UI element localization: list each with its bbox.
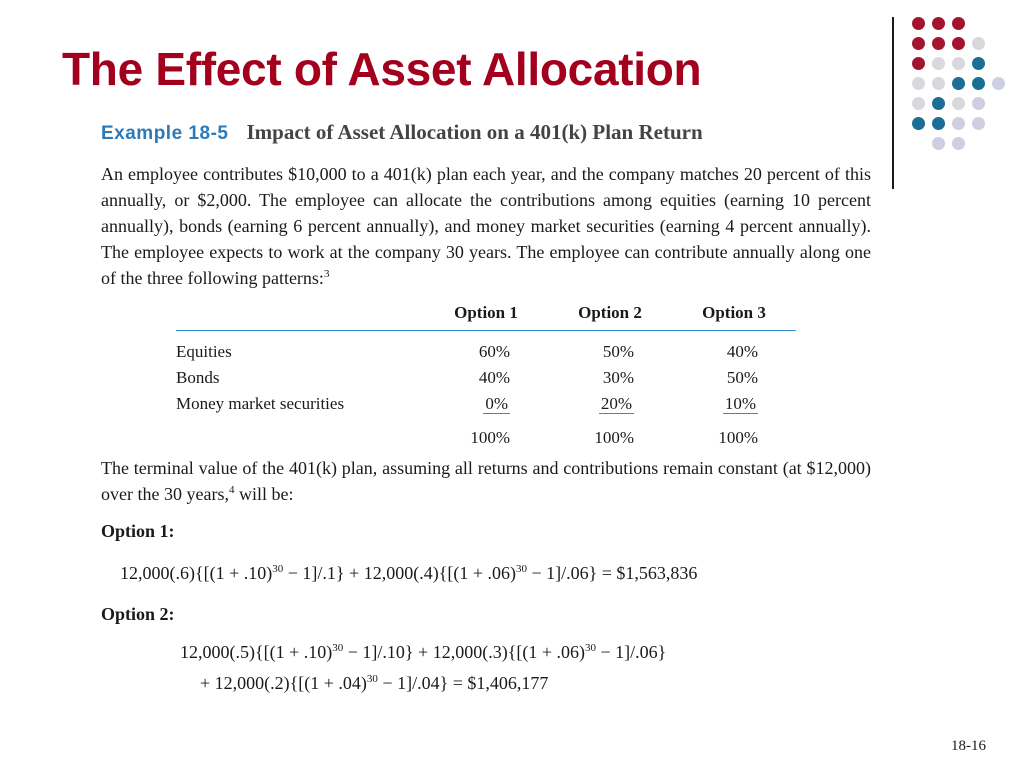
decorative-dot (912, 97, 925, 110)
formula-exponent: 30 (366, 673, 378, 685)
decorative-dot (932, 37, 945, 50)
formula-exponent: 30 (272, 563, 284, 575)
decorative-dot (912, 37, 925, 50)
decorative-dot (932, 77, 945, 90)
cell (548, 391, 672, 417)
decorative-dot (992, 77, 1005, 90)
decorative-dot (972, 57, 985, 70)
decorative-dot (972, 37, 985, 50)
intro-text: An employee contributes $10,000 to a 401(k) plan each year, and the company matches 20 percent of this annually, or $2,000. The employee can allocate the contributions among equities (earning 10 percent annually), bonds (earning 6 percent annually), and money market securities (earning 4 percent annually). The employee expects to work at the company 30 years. The employee can contribute annually along one of the three following patterns: (101, 164, 871, 288)
terminal-text: The terminal value of the 401(k) plan, assuming all returns and contributions remain constant (at $12,000) over the 30 years, (101, 458, 871, 504)
decorative-dot (952, 117, 965, 130)
option-1-formula (120, 563, 697, 584)
formula-part: + 12,000(.2){[(1 + .04) (200, 673, 367, 693)
decorative-dot (912, 57, 925, 70)
row-label: Bonds (176, 368, 220, 387)
page-number: 18-16 (951, 738, 986, 754)
formula-exponent: 30 (332, 642, 344, 654)
cell-value: 0% (485, 394, 508, 413)
decorative-dot (912, 17, 925, 30)
cell: 40% (726, 342, 758, 361)
cell (424, 391, 548, 417)
decorative-dot (952, 77, 965, 90)
formula-part: − 1]/.10} + 12,000(.3){[(1 + .06) (343, 642, 585, 662)
decorative-dot (952, 57, 965, 70)
formula-part: − 1]/.1} + 12,000(.4){[(1 + .06) (283, 563, 516, 583)
decorative-dot (952, 37, 965, 50)
cell-value: 20% (600, 394, 632, 413)
row-label: Money market securities (176, 394, 345, 413)
footnote-marker: 3 (323, 268, 330, 280)
decorative-dot (972, 77, 985, 90)
formula-exponent: 30 (584, 642, 596, 654)
decorative-dot (932, 57, 945, 70)
table-header-option-1: Option 1 (454, 303, 518, 322)
intro-paragraph (101, 161, 871, 291)
formula-part: 12,000(.6){[(1 + .10) (120, 563, 273, 583)
decorative-dot (972, 117, 985, 130)
decorative-dot (932, 137, 945, 150)
total-cell: 100% (718, 428, 758, 447)
cell: 40% (478, 368, 510, 387)
decorative-dot (952, 17, 965, 30)
table-row (176, 391, 796, 417)
terminal-text-end: will be: (234, 484, 294, 504)
decorative-dot (952, 137, 965, 150)
decorative-dot (932, 97, 945, 110)
formula-part: 12,000(.5){[(1 + .10) (180, 642, 333, 662)
table-row (176, 365, 796, 391)
decorative-dot (972, 97, 985, 110)
cell: 50% (602, 342, 634, 361)
total-cell: 100% (594, 428, 634, 447)
example-title: Impact of Asset Allocation on a 401(k) Plan Return (246, 120, 703, 144)
decorative-dot (912, 117, 925, 130)
decorative-dot (912, 77, 925, 90)
table-header-option-3: Option 3 (702, 303, 766, 322)
terminal-paragraph (101, 455, 871, 507)
decorative-dot (932, 117, 945, 130)
table-header-option-2: Option 2 (578, 303, 642, 322)
example-label: Example 18-5 (101, 123, 229, 144)
cell-value: 10% (724, 394, 756, 413)
slide-title: The Effect of Asset Allocation (62, 43, 702, 95)
cell: 60% (478, 342, 510, 361)
option-2-label: Option 2: (101, 604, 175, 624)
total-cell: 100% (470, 428, 510, 447)
footnote-marker: 4 (228, 484, 235, 496)
example-header (101, 120, 703, 145)
table-row (176, 331, 796, 366)
formula-exponent: 30 (515, 563, 527, 575)
cell (672, 391, 796, 417)
option-1-label: Option 1: (101, 521, 175, 541)
allocation-table (176, 301, 796, 453)
decorative-dot (952, 97, 965, 110)
row-label-blank (176, 417, 424, 453)
formula-part: − 1]/.04} = $1,406,177 (377, 673, 549, 693)
formula-part: − 1]/.06} = $1,563,836 (526, 563, 698, 583)
table-header-blank (176, 301, 424, 331)
total-row (176, 417, 796, 453)
option-2-formula-line-2 (200, 673, 548, 694)
cell: 50% (726, 368, 758, 387)
option-2-formula-line-1 (180, 642, 666, 663)
decorative-dot (932, 17, 945, 30)
cell: 30% (602, 368, 634, 387)
row-label: Equities (176, 342, 232, 361)
formula-part: − 1]/.06} (595, 642, 667, 662)
